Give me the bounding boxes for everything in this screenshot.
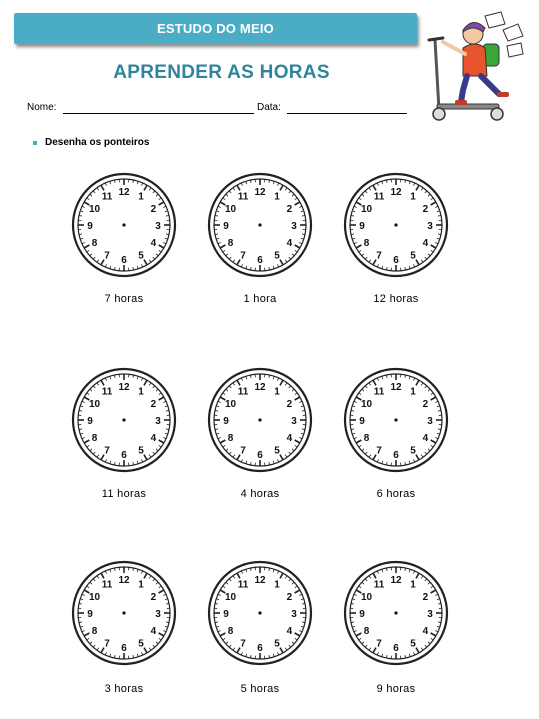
- clock-center-dot: [122, 223, 125, 226]
- clock-numeral: 4: [422, 626, 429, 637]
- clock-numeral: 6: [121, 643, 127, 654]
- clock-numeral: 4: [150, 626, 157, 637]
- clock-numeral: 4: [150, 433, 157, 444]
- clock-numeral: 1: [138, 191, 144, 203]
- clock-center-dot: [394, 223, 397, 226]
- clock-numeral: 11: [373, 579, 385, 591]
- clock-numeral: 8: [227, 433, 234, 444]
- clock-face[interactable]: [206, 559, 314, 667]
- clock-time-label: 1 hora: [243, 293, 277, 305]
- subject-banner-text: ESTUDO DO MEIO: [157, 21, 274, 36]
- clock-numeral: 3: [427, 609, 433, 620]
- clock-numeral: 3: [155, 609, 161, 620]
- clock-numeral: 10: [360, 204, 373, 215]
- clock-numeral: 7: [240, 445, 246, 457]
- clock-numeral: 2: [286, 399, 293, 410]
- clock-numeral: 7: [376, 638, 382, 650]
- clock-numeral: 11: [101, 579, 113, 591]
- clock-time-label: 5 horas: [240, 683, 280, 695]
- clock-numeral: 9: [223, 221, 229, 232]
- clock-numeral: 2: [286, 204, 293, 215]
- clock-numeral: 3: [155, 416, 161, 427]
- clock-numeral: 4: [286, 626, 293, 637]
- clock-numeral: 9: [87, 221, 93, 232]
- clock-time-label: 12 horas: [373, 293, 419, 305]
- clock-numeral: 1: [274, 579, 280, 591]
- clock-numeral: 9: [359, 221, 365, 232]
- clock-numeral: 1: [410, 386, 416, 398]
- clock-numeral: 11: [237, 191, 249, 203]
- subject-banner: [14, 13, 417, 44]
- clock-numeral: 8: [363, 238, 370, 249]
- clock-numeral: 9: [87, 609, 93, 620]
- clock-numeral: 2: [286, 592, 293, 603]
- clock-numeral: 4: [422, 238, 429, 249]
- clock-numeral: 12: [390, 187, 402, 198]
- clock-numeral: 6: [257, 255, 263, 266]
- clock-numeral: 8: [227, 626, 234, 637]
- worksheet-title: APRENDER AS HORAS: [113, 62, 330, 83]
- clock-numeral: 6: [257, 643, 263, 654]
- clock-numeral: 5: [410, 638, 416, 650]
- clock-time-label: 6 horas: [376, 488, 416, 500]
- clock-numeral: 11: [373, 386, 385, 398]
- clock-numeral: 2: [422, 592, 429, 603]
- clock-numeral: 2: [150, 204, 157, 215]
- clock-face[interactable]: [70, 366, 178, 474]
- clock-numeral: 10: [88, 204, 101, 215]
- clock-numeral: 10: [224, 399, 237, 410]
- clock-face[interactable]: [70, 171, 178, 279]
- instruction-text: Desenha os ponteiros: [45, 137, 150, 148]
- clock-numeral: 9: [223, 609, 229, 620]
- clock-numeral: 7: [104, 638, 110, 650]
- name-label: Nome:: [27, 102, 57, 113]
- clock-numeral: 5: [138, 250, 144, 262]
- date-field[interactable]: [287, 113, 407, 114]
- clock-numeral: 1: [410, 191, 416, 203]
- clock-numeral: 7: [376, 250, 382, 262]
- clock-numeral: 5: [410, 250, 416, 262]
- clock-numeral: 12: [254, 382, 266, 393]
- clock-numeral: 11: [237, 579, 249, 591]
- name-field[interactable]: [63, 113, 254, 114]
- clock-numeral: 2: [422, 204, 429, 215]
- clock-numeral: 2: [150, 399, 157, 410]
- clock-center-dot: [394, 611, 397, 614]
- clock-numeral: 8: [227, 238, 234, 249]
- bullet-icon: [33, 141, 37, 145]
- clock-numeral: 3: [291, 609, 297, 620]
- clock-numeral: 11: [101, 191, 113, 203]
- clock-numeral: 5: [274, 638, 280, 650]
- clock-numeral: 6: [393, 255, 399, 266]
- clock-numeral: 12: [254, 575, 266, 586]
- clock-face[interactable]: [342, 559, 450, 667]
- clock-face[interactable]: [206, 171, 314, 279]
- clock-numeral: 7: [240, 250, 246, 262]
- clock-numeral: 12: [118, 187, 130, 198]
- clock-numeral: 11: [237, 386, 249, 398]
- clock-center-dot: [258, 223, 261, 226]
- clock-numeral: 4: [286, 238, 293, 249]
- clock-center-dot: [258, 611, 261, 614]
- clock-numeral: 5: [138, 445, 144, 457]
- clock-numeral: 1: [274, 191, 280, 203]
- clock-numeral: 1: [138, 579, 144, 591]
- clock-numeral: 1: [274, 386, 280, 398]
- clock-numeral: 1: [410, 579, 416, 591]
- clock-numeral: 2: [150, 592, 157, 603]
- clock-face[interactable]: [342, 171, 450, 279]
- clock-numeral: 6: [393, 450, 399, 461]
- clock-numeral: 10: [224, 592, 237, 603]
- clock-numeral: 5: [138, 638, 144, 650]
- clock-numeral: 12: [118, 575, 130, 586]
- clock-numeral: 3: [427, 416, 433, 427]
- clock-numeral: 10: [224, 204, 237, 215]
- clock-numeral: 2: [422, 399, 429, 410]
- clock-numeral: 5: [410, 445, 416, 457]
- clock-numeral: 10: [360, 399, 373, 410]
- clock-face[interactable]: [70, 559, 178, 667]
- clock-center-dot: [122, 418, 125, 421]
- clock-numeral: 6: [121, 450, 127, 461]
- clock-numeral: 8: [91, 433, 98, 444]
- clock-numeral: 3: [155, 221, 161, 232]
- clock-numeral: 12: [390, 382, 402, 393]
- clock-face[interactable]: [206, 366, 314, 474]
- clock-numeral: 3: [291, 416, 297, 427]
- clock-numeral: 7: [240, 638, 246, 650]
- clock-numeral: 11: [373, 191, 385, 203]
- clock-numeral: 10: [360, 592, 373, 603]
- clock-center-dot: [258, 418, 261, 421]
- clock-time-label: 9 horas: [376, 683, 416, 695]
- clock-numeral: 5: [274, 250, 280, 262]
- clock-numeral: 4: [422, 433, 429, 444]
- clock-numeral: 6: [393, 643, 399, 654]
- clock-numeral: 8: [91, 238, 98, 249]
- clock-numeral: 12: [118, 382, 130, 393]
- clock-numeral: 7: [376, 445, 382, 457]
- clock-numeral: 11: [101, 386, 113, 398]
- clock-numeral: 3: [427, 221, 433, 232]
- clock-numeral: 9: [359, 609, 365, 620]
- clock-numeral: 12: [390, 575, 402, 586]
- child-on-scooter-illustration: [425, 10, 530, 122]
- clock-numeral: 9: [223, 416, 229, 427]
- clock-numeral: 10: [88, 399, 101, 410]
- clock-numeral: 8: [363, 626, 370, 637]
- clock-face[interactable]: [342, 366, 450, 474]
- clock-numeral: 5: [274, 445, 280, 457]
- clock-numeral: 12: [254, 187, 266, 198]
- clock-numeral: 7: [104, 445, 110, 457]
- date-label: Data:: [257, 102, 281, 113]
- clock-numeral: 7: [104, 250, 110, 262]
- clock-numeral: 10: [88, 592, 101, 603]
- clock-numeral: 3: [291, 221, 297, 232]
- clock-numeral: 6: [257, 450, 263, 461]
- clock-time-label: 3 horas: [104, 683, 144, 695]
- clock-time-label: 7 horas: [104, 293, 144, 305]
- clock-numeral: 4: [286, 433, 293, 444]
- clock-numeral: 4: [150, 238, 157, 249]
- clock-center-dot: [394, 418, 397, 421]
- clock-numeral: 9: [87, 416, 93, 427]
- clock-numeral: 8: [91, 626, 98, 637]
- instruction-item: [33, 137, 149, 148]
- clock-numeral: 6: [121, 255, 127, 266]
- clock-time-label: 4 horas: [240, 488, 280, 500]
- clock-time-label: 11 horas: [101, 488, 147, 500]
- clock-numeral: 1: [138, 386, 144, 398]
- clock-numeral: 9: [359, 416, 365, 427]
- clock-center-dot: [122, 611, 125, 614]
- clock-numeral: 8: [363, 433, 370, 444]
